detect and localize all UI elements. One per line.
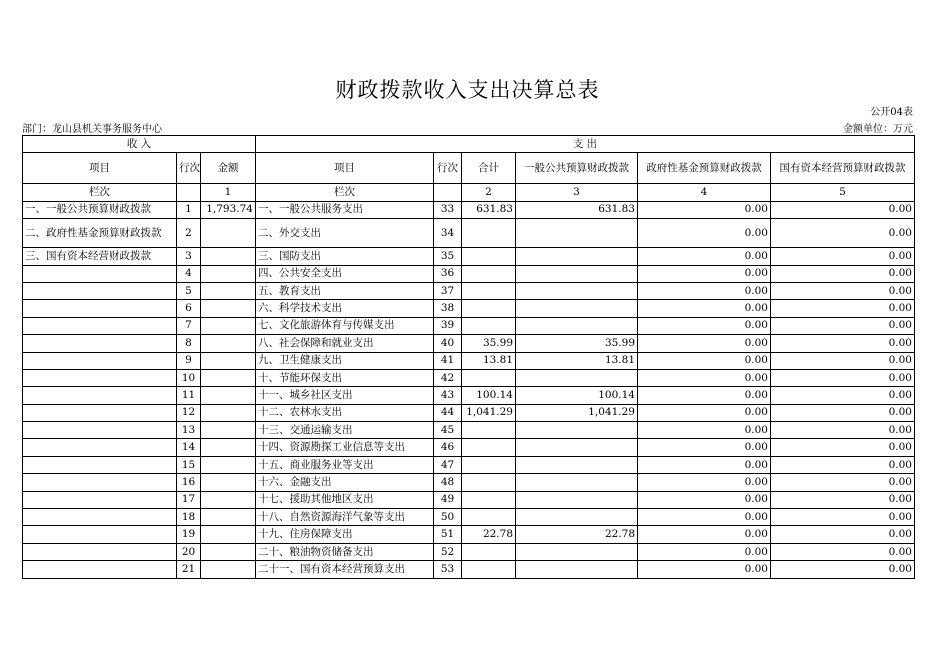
income-line-cell: 1 [177, 201, 201, 218]
state-capital-cell: 0.00 [771, 561, 915, 578]
state-capital-cell: 0.00 [771, 439, 915, 456]
gov-fund-cell: 0.00 [638, 561, 771, 578]
gov-fund-cell: 0.00 [638, 439, 771, 456]
expenditure-line-cell: 45 [434, 422, 462, 439]
expenditure-header: 支 出 [256, 136, 915, 153]
state-capital-cell: 0.00 [771, 300, 915, 317]
income-item-cell [23, 509, 177, 526]
form-number: 公开04表 [870, 107, 913, 118]
table-row [23, 422, 915, 439]
state-capital-cell: 0.00 [771, 509, 915, 526]
income-line-cell: 7 [177, 317, 201, 334]
income-amount-cell [201, 335, 256, 352]
table-row [23, 265, 915, 282]
gov-fund-cell: 0.00 [638, 300, 771, 317]
column-header-row [23, 153, 915, 184]
table-row [23, 387, 915, 404]
general-budget-cell [516, 248, 638, 265]
state-capital-cell: 0.00 [771, 387, 915, 404]
income-line-cell: 12 [177, 404, 201, 421]
income-item-cell [23, 282, 177, 299]
general-budget-cell [516, 543, 638, 560]
total-cell: 100.14 [462, 387, 516, 404]
total-cell [462, 509, 516, 526]
expenditure-line-cell: 38 [434, 300, 462, 317]
table-row [23, 526, 915, 543]
column-index-1: 1 [201, 184, 256, 201]
income-amount-cell [201, 456, 256, 473]
income-item-cell [23, 300, 177, 317]
income-amount-cell [201, 474, 256, 491]
income-line-header: 行次 [177, 153, 201, 184]
general-budget-cell [516, 219, 638, 248]
expenditure-item-cell: 二十、粮油物资储备支出 [256, 543, 434, 560]
income-amount-cell [201, 422, 256, 439]
expenditure-item-cell: 九、卫生健康支出 [256, 352, 434, 369]
expenditure-item-cell: 十九、住房保障支出 [256, 526, 434, 543]
state-capital-header: 国有资本经营预算财政拨款 [771, 153, 915, 184]
gov-fund-cell: 0.00 [638, 509, 771, 526]
expenditure-line-cell: 33 [434, 201, 462, 218]
total-cell [462, 219, 516, 248]
expenditure-line-cell: 36 [434, 265, 462, 282]
gov-fund-cell: 0.00 [638, 422, 771, 439]
income-header: 收 入 [23, 136, 256, 153]
table-row [23, 509, 915, 526]
section-header-row [23, 136, 915, 153]
expenditure-item-cell: 二、外交支出 [256, 219, 434, 248]
expenditure-line-cell: 47 [434, 456, 462, 473]
total-cell [462, 439, 516, 456]
gov-fund-cell: 0.00 [638, 201, 771, 218]
expenditure-line-cell: 44 [434, 404, 462, 421]
state-capital-cell: 0.00 [771, 456, 915, 473]
income-line-cell: 21 [177, 561, 201, 578]
general-budget-cell: 22.78 [516, 526, 638, 543]
expenditure-item-cell: 十三、交通运输支出 [256, 422, 434, 439]
income-line-cell: 16 [177, 474, 201, 491]
general-budget-cell [516, 317, 638, 334]
total-cell [462, 300, 516, 317]
general-budget-cell [516, 561, 638, 578]
table-row [23, 369, 915, 386]
income-amount-cell [201, 300, 256, 317]
total-cell [462, 491, 516, 508]
total-cell [462, 543, 516, 560]
expenditure-item-header: 项目 [256, 153, 434, 184]
general-budget-cell [516, 439, 638, 456]
gov-fund-cell: 0.00 [638, 265, 771, 282]
income-amount-cell [201, 526, 256, 543]
income-item-cell: 一、一般公共预算财政拨款 [23, 201, 177, 218]
gov-fund-cell: 0.00 [638, 474, 771, 491]
income-item-cell [23, 404, 177, 421]
gov-fund-cell: 0.00 [638, 404, 771, 421]
income-line-cell: 14 [177, 439, 201, 456]
income-line-cell: 4 [177, 265, 201, 282]
gov-fund-cell: 0.00 [638, 335, 771, 352]
table-row [23, 491, 915, 508]
expenditure-item-cell: 十四、资源勘探工业信息等支出 [256, 439, 434, 456]
income-amount-header: 金额 [201, 153, 256, 184]
general-budget-cell [516, 509, 638, 526]
general-budget-cell [516, 369, 638, 386]
expenditure-item-cell: 四、公共安全支出 [256, 265, 434, 282]
expenditure-line-cell: 52 [434, 543, 462, 560]
expenditure-line-cell: 46 [434, 439, 462, 456]
gov-fund-cell: 0.00 [638, 317, 771, 334]
total-cell [462, 265, 516, 282]
income-item-cell [23, 561, 177, 578]
table-row [23, 282, 915, 299]
gov-fund-cell: 0.00 [638, 369, 771, 386]
table-row [23, 352, 915, 369]
income-line-cell: 6 [177, 300, 201, 317]
budget-table [22, 135, 915, 579]
expenditure-line-header: 行次 [434, 153, 462, 184]
general-budget-cell: 13.81 [516, 352, 638, 369]
state-capital-cell: 0.00 [771, 219, 915, 248]
total-cell: 1,041.29 [462, 404, 516, 421]
table-row [23, 248, 915, 265]
general-budget-cell: 35.99 [516, 335, 638, 352]
expenditure-item-cell: 三、国防支出 [256, 248, 434, 265]
general-budget-cell [516, 265, 638, 282]
income-item-cell [23, 422, 177, 439]
expenditure-line-cell: 35 [434, 248, 462, 265]
gov-fund-cell: 0.00 [638, 352, 771, 369]
income-line-cell: 17 [177, 491, 201, 508]
income-amount-cell [201, 369, 256, 386]
income-item-cell [23, 456, 177, 473]
expenditure-line-cell: 48 [434, 474, 462, 491]
income-amount-cell [201, 282, 256, 299]
department-label: 部门：龙山县机关事务服务中心 [22, 124, 162, 135]
income-item-cell [23, 543, 177, 560]
unit-label: 金额单位：万元 [843, 124, 913, 135]
column-index-5: 5 [771, 184, 915, 201]
general-budget-cell [516, 456, 638, 473]
table-row [23, 456, 915, 473]
state-capital-cell: 0.00 [771, 404, 915, 421]
total-cell [462, 422, 516, 439]
expenditure-line-cell: 49 [434, 491, 462, 508]
gov-fund-cell: 0.00 [638, 282, 771, 299]
expenditure-line-cell: 37 [434, 282, 462, 299]
income-amount-cell [201, 439, 256, 456]
gov-fund-cell: 0.00 [638, 387, 771, 404]
table-row [23, 561, 915, 578]
income-line-cell: 8 [177, 335, 201, 352]
total-cell [462, 282, 516, 299]
income-amount-cell [201, 561, 256, 578]
general-budget-cell [516, 474, 638, 491]
state-capital-cell: 0.00 [771, 369, 915, 386]
column-index-4: 4 [638, 184, 771, 201]
state-capital-cell: 0.00 [771, 248, 915, 265]
general-budget-cell: 1,041.29 [516, 404, 638, 421]
income-amount-cell [201, 317, 256, 334]
income-line-cell: 15 [177, 456, 201, 473]
income-item-cell [23, 265, 177, 282]
table-row [23, 439, 915, 456]
income-amount-cell [201, 248, 256, 265]
general-budget-cell: 100.14 [516, 387, 638, 404]
expenditure-line-cell: 50 [434, 509, 462, 526]
income-item-cell: 三、国有资本经营财政拨款 [23, 248, 177, 265]
income-item-cell [23, 352, 177, 369]
expenditure-item-cell: 五、教育支出 [256, 282, 434, 299]
income-amount-cell [201, 352, 256, 369]
income-line-cell: 11 [177, 387, 201, 404]
general-budget-cell [516, 422, 638, 439]
general-budget-cell [516, 300, 638, 317]
table-row [23, 474, 915, 491]
gov-fund-cell: 0.00 [638, 491, 771, 508]
expenditure-item-cell: 二十一、国有资本经营预算支出 [256, 561, 434, 578]
total-cell [462, 248, 516, 265]
gov-fund-cell: 0.00 [638, 248, 771, 265]
total-header: 合计 [462, 153, 516, 184]
expenditure-line-cell: 53 [434, 561, 462, 578]
income-item-cell [23, 387, 177, 404]
income-item-cell [23, 526, 177, 543]
state-capital-cell: 0.00 [771, 265, 915, 282]
expenditure-item-cell: 十六、金融支出 [256, 474, 434, 491]
state-capital-cell: 0.00 [771, 282, 915, 299]
income-amount-cell [201, 543, 256, 560]
income-item-cell [23, 317, 177, 334]
income-line-cell: 5 [177, 282, 201, 299]
income-line-cell: 13 [177, 422, 201, 439]
gov-fund-cell: 0.00 [638, 526, 771, 543]
general-budget-header: 一般公共预算财政拨款 [516, 153, 638, 184]
total-cell: 22.78 [462, 526, 516, 543]
gov-fund-header: 政府性基金预算财政拨款 [638, 153, 771, 184]
state-capital-cell: 0.00 [771, 317, 915, 334]
general-budget-cell [516, 491, 638, 508]
expenditure-item-cell: 一、一般公共服务支出 [256, 201, 434, 218]
total-cell [462, 474, 516, 491]
income-line-cell: 2 [177, 219, 201, 248]
state-capital-cell: 0.00 [771, 422, 915, 439]
general-budget-cell [516, 282, 638, 299]
column-index-2: 2 [462, 184, 516, 201]
income-line-cell: 19 [177, 526, 201, 543]
table-row [23, 219, 915, 248]
state-capital-cell: 0.00 [771, 491, 915, 508]
expenditure-line-cell: 34 [434, 219, 462, 248]
expenditure-line-cell: 51 [434, 526, 462, 543]
expenditure-item-cell: 十一、城乡社区支出 [256, 387, 434, 404]
total-cell: 631.83 [462, 201, 516, 218]
table-row [23, 335, 915, 352]
income-amount-cell [201, 387, 256, 404]
gov-fund-cell: 0.00 [638, 456, 771, 473]
table-row [23, 404, 915, 421]
expenditure-line-cell: 43 [434, 387, 462, 404]
income-item-cell [23, 474, 177, 491]
income-amount-cell: 1,793.74 [201, 201, 256, 218]
expenditure-line-cell: 39 [434, 317, 462, 334]
income-item-cell [23, 439, 177, 456]
expenditure-item-cell: 十五、商业服务业等支出 [256, 456, 434, 473]
total-cell [462, 317, 516, 334]
income-item-cell [23, 491, 177, 508]
gov-fund-cell: 0.00 [638, 543, 771, 560]
expenditure-item-cell: 十二、农林水支出 [256, 404, 434, 421]
expenditure-line-cell: 40 [434, 335, 462, 352]
total-cell: 35.99 [462, 335, 516, 352]
table-row [23, 543, 915, 560]
table-row [23, 300, 915, 317]
income-line-cell: 18 [177, 509, 201, 526]
general-budget-cell: 631.83 [516, 201, 638, 218]
expenditure-item-cell: 八、社会保障和就业支出 [256, 335, 434, 352]
expenditure-item-cell: 十、节能环保支出 [256, 369, 434, 386]
income-item-cell [23, 335, 177, 352]
expenditure-item-cell: 七、文化旅游体育与传媒支出 [256, 317, 434, 334]
state-capital-cell: 0.00 [771, 526, 915, 543]
total-cell [462, 561, 516, 578]
income-amount-cell [201, 404, 256, 421]
income-line-cell: 9 [177, 352, 201, 369]
income-amount-cell [201, 265, 256, 282]
income-line-cell: 10 [177, 369, 201, 386]
column-index-label: 栏次 [23, 184, 177, 201]
state-capital-cell: 0.00 [771, 474, 915, 491]
income-amount-cell [201, 219, 256, 248]
state-capital-cell: 0.00 [771, 543, 915, 560]
state-capital-cell: 0.00 [771, 352, 915, 369]
income-amount-cell [201, 491, 256, 508]
column-index-label-2: 栏次 [256, 184, 434, 201]
expenditure-item-cell: 六、科学技术支出 [256, 300, 434, 317]
column-index-row [23, 184, 915, 201]
expenditure-line-cell: 41 [434, 352, 462, 369]
income-item-cell: 二、政府性基金预算财政拨款 [23, 219, 177, 248]
column-index-3: 3 [516, 184, 638, 201]
expenditure-line-cell: 42 [434, 369, 462, 386]
table-row [23, 201, 915, 218]
state-capital-cell: 0.00 [771, 201, 915, 218]
total-cell [462, 456, 516, 473]
expenditure-item-cell: 十八、自然资源海洋气象等支出 [256, 509, 434, 526]
page-title: 财政拨款收入支出决算总表 [335, 78, 600, 102]
income-line-cell: 3 [177, 248, 201, 265]
total-cell: 13.81 [462, 352, 516, 369]
income-item-header: 项目 [23, 153, 177, 184]
column-index-blank [177, 184, 201, 201]
expenditure-item-cell: 十七、援助其他地区支出 [256, 491, 434, 508]
income-item-cell [23, 369, 177, 386]
table-row [23, 317, 915, 334]
column-index-blank-2 [434, 184, 462, 201]
income-line-cell: 20 [177, 543, 201, 560]
total-cell [462, 369, 516, 386]
income-amount-cell [201, 509, 256, 526]
state-capital-cell: 0.00 [771, 335, 915, 352]
gov-fund-cell: 0.00 [638, 219, 771, 248]
